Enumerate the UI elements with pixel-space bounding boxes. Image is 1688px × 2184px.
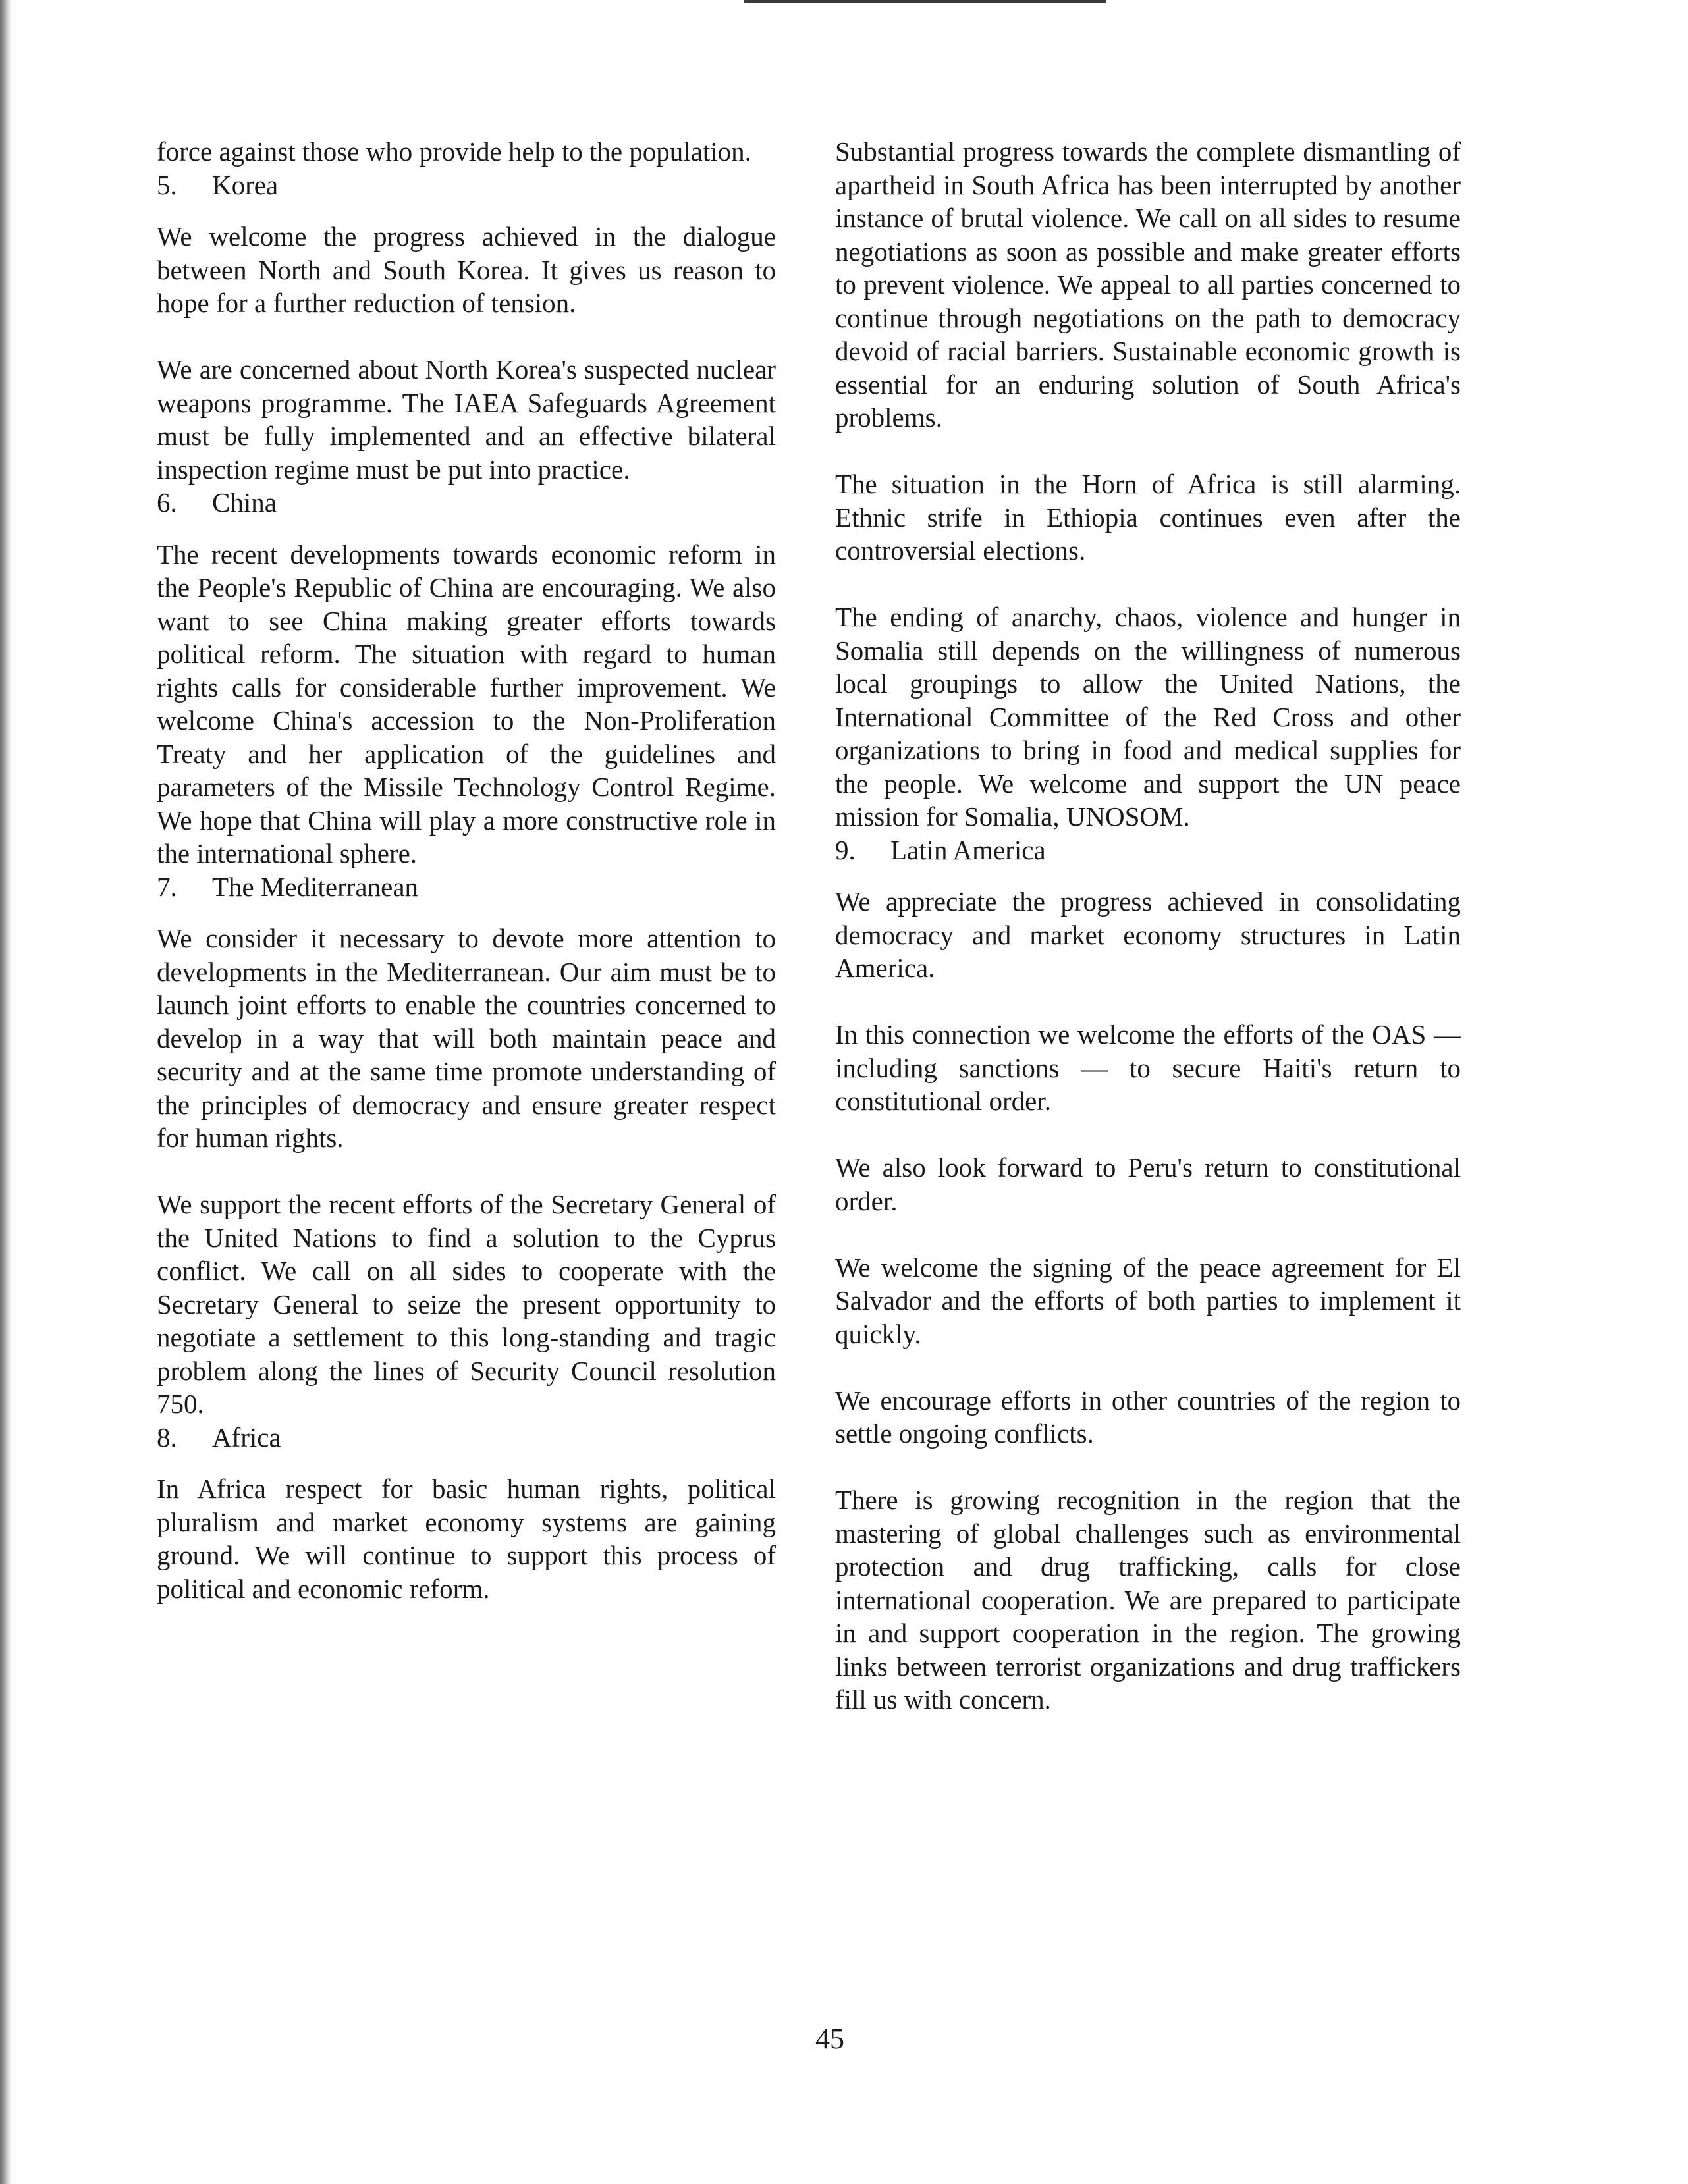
section-title: Africa [212, 1422, 281, 1452]
section-title: Korea [212, 169, 279, 200]
section-heading-mediterranean [157, 870, 776, 904]
section-heading-china [157, 486, 776, 519]
section-number: 6. [157, 487, 177, 518]
paragraph: We support the recent efforts of the Secretary General of the United Nations to find a solution to the Cyprus conflict. We call on all sides to cooperate with the Secretary General to seize the present opportunity to negotiate a settlement to this long-standing and tragic problem along the lines of Security Council resolution 750. [157, 1189, 776, 1419]
left-column [157, 135, 776, 1605]
paragraph: The recent developments towards economic reform in the People's Republic of China are encouraging. We also want to see China making greater efforts towards political reform. The situation with regard to human rights calls for considerable further improvement. We welcome China's accession to the Non-Proliferation Treaty and her application of the guidelines and parameters of the Missile Technology Control Regime. We hope that China will play a more constructive role in the international sphere. [157, 539, 776, 868]
paragraph: We also look forward to Peru's return to constitutional order. [835, 1152, 1461, 1216]
paragraph: Substantial progress towards the complete dismantling of apartheid in South Africa has been interrupted by another instance of brutal violence. We call on all sides to resume negotiations as soon as possible and make greater efforts to prevent violence. We appeal to all parties concerned to continue through negotiations on the path to democracy devoid of racial barriers. Sustainable economic growth is essential for an enduring solution of South Africa's problems. [835, 136, 1461, 433]
section-title: China [212, 487, 277, 518]
paragraph: We consider it necessary to devote more attention to developments in the Mediterranean. Our aim must be to launch joint efforts to enable the countries concerned to develop in a way that will both maintain peace and security and at the same time promote understanding of the principles of democracy and ensure greater respect for human rights. [157, 923, 776, 1153]
paragraph: We welcome the signing of the peace agreement for El Salvador and the efforts of both parties to implement it quickly. [835, 1252, 1461, 1349]
paragraph: There is growing recognition in the region that the mastering of global challenges such as environmental protection and drug trafficking, calls for close international cooperation. We are prepared to participate in and support cooperation in the region. The growing links between terrorist organizations and drug traffickers fill us with concern. [835, 1485, 1461, 1715]
page-number: 45 [815, 2023, 844, 2055]
paragraph: We are concerned about North Korea's suspected nuclear weapons programme. The IAEA Safeguards Agreement must be fully implemented and an effective bilateral inspection regime must be put into practice. [157, 354, 776, 485]
paragraph: We encourage efforts in other countries of the region to settle ongoing conflicts. [835, 1385, 1461, 1449]
right-column [835, 135, 1461, 1717]
section-title: The Mediterranean [212, 871, 419, 902]
scanned-page-edge [0, 0, 12, 2184]
section-title: Latin America [890, 834, 1046, 865]
paragraph: In this connection we welcome the efforts of the OAS — including sanctions — to secure Haiti's return to constitutional order. [835, 1019, 1461, 1116]
section-number: 9. [835, 834, 856, 865]
section-number: 7. [157, 871, 177, 902]
section-heading-korea [157, 169, 776, 202]
section-number: 5. [157, 169, 177, 200]
paragraph: We appreciate the progress achieved in consolidating democracy and market economy structures in Latin America. [835, 886, 1461, 983]
paragraph: We welcome the progress achieved in the dialogue between North and South Korea. It gives us reason to hope for a further reduction of tension. [157, 221, 776, 318]
paragraph: force against those who provide help to the population. [157, 136, 751, 167]
paragraph: In Africa respect for basic human rights, political pluralism and market economy systems are gaining ground. We will continue to support this process of political and economic reform. [157, 1474, 776, 1604]
section-heading-latin-america [835, 834, 1461, 867]
paragraph: The situation in the Horn of Africa is still alarming. Ethnic strife in Ethiopia continues even after the controversial elections. [835, 469, 1461, 566]
section-number: 8. [157, 1422, 177, 1452]
paragraph: The ending of anarchy, chaos, violence and hunger in Somalia still depends on the willingness of numerous local groupings to allow the United Nations, the International Committee of the Red Cross and other organizations to bring in food and medical supplies for the people. We welcome and support the UN peace mission for Somalia, UNOSOM. [835, 602, 1461, 832]
top-rule [744, 0, 1106, 3]
section-heading-africa [157, 1421, 776, 1454]
